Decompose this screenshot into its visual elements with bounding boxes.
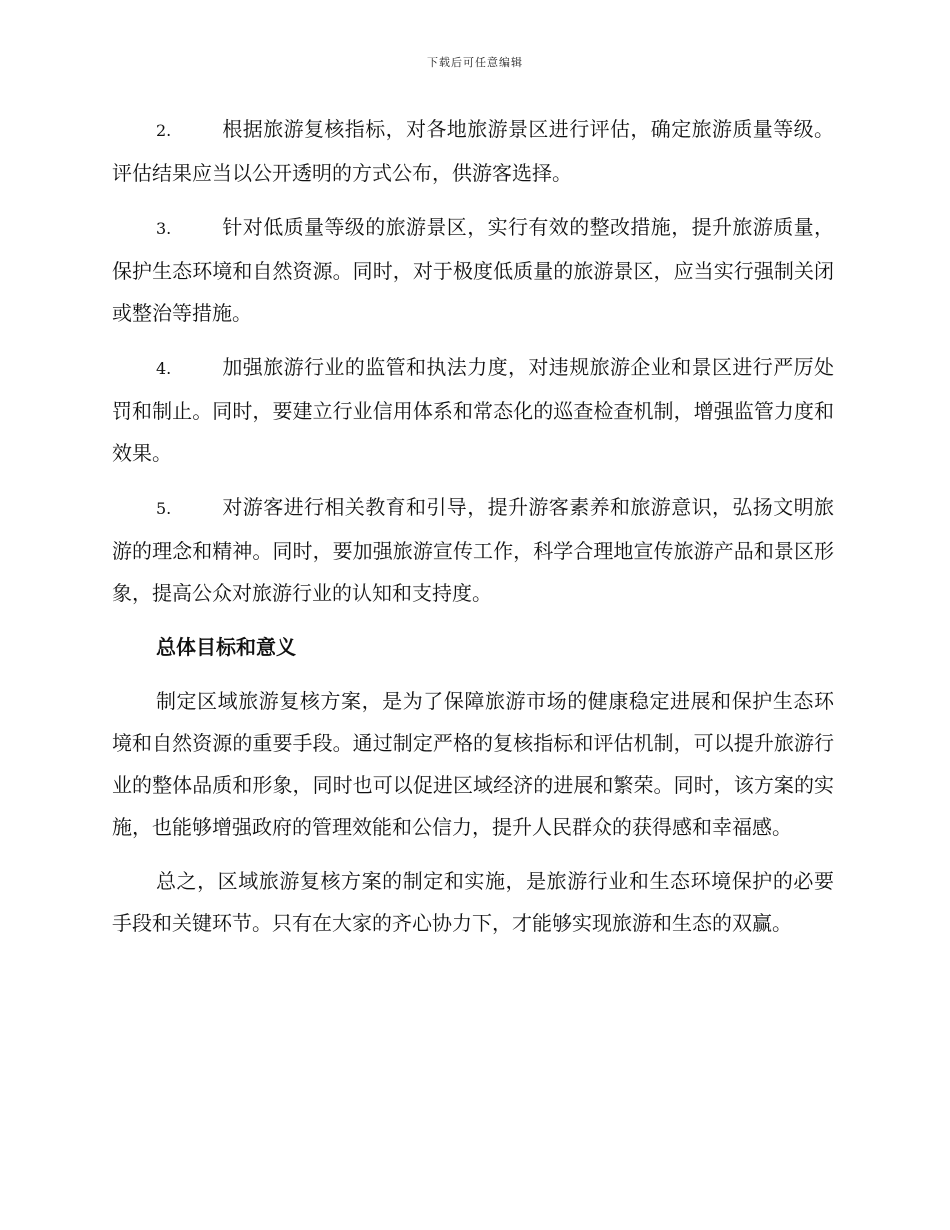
section-paragraph-2: 总之，区域旅游复核方案的制定和实施，是旅游行业和生态环境保护的必要手段和关键环节。只有在大家的齐心协力下，才能够实现旅游和生态的双赢。 bbox=[112, 869, 834, 935]
list-item-text: 针对低质量等级的旅游景区，实行有效的整改措施，提升旅游质量，保护生态环境和自然资源。同时，对于极度低质量的旅游景区，应当实行强制关闭或整治等措施。 bbox=[112, 215, 834, 325]
list-item-number: 2. bbox=[156, 121, 172, 140]
list-item-2 bbox=[112, 108, 834, 194]
list-item-5 bbox=[112, 486, 834, 614]
list-item-3 bbox=[112, 206, 834, 334]
list-item-text: 加强旅游行业的监管和执法力度，对违规旅游企业和景区进行严厉处罚和制止。同时，要建立行业信用体系和常态化的巡查检查机制，增强监管力度和效果。 bbox=[112, 355, 834, 465]
list-item-text: 根据旅游复核指标，对各地旅游景区进行评估，确定旅游质量等级。评估结果应当以公开透明的方式公布，供游客选择。 bbox=[112, 117, 834, 185]
list-item-number: 5. bbox=[156, 499, 172, 518]
list-item-number: 3. bbox=[156, 219, 172, 238]
section-paragraph-1: 制定区域旅游复核方案，是为了保障旅游市场的健康稳定进展和保护生态环境和自然资源的重要手段。通过制定严格的复核指标和评估机制，可以提升旅游行业的整体品质和形象，同时也可以促进区域经济的进展和繁荣。同时，该方案的实施，也能够增强政府的管理效能和公信力，提升人民群众的获得感和幸福感。 bbox=[112, 689, 834, 839]
page-header: 下载后可任意编辑 bbox=[427, 56, 523, 69]
list-item-text: 对游客进行相关教育和引导，提升游客素养和旅游意识，弘扬文明旅游的理念和精神。同时，要加强旅游宣传工作，科学合理地宣传旅游产品和景区形象，提高公众对旅游行业的认知和支持度。 bbox=[112, 495, 834, 605]
section-heading: 总体目标和意义 bbox=[156, 635, 296, 659]
list-item-number: 4. bbox=[156, 359, 172, 378]
list-item-4 bbox=[112, 346, 834, 474]
document-body bbox=[112, 108, 834, 956]
